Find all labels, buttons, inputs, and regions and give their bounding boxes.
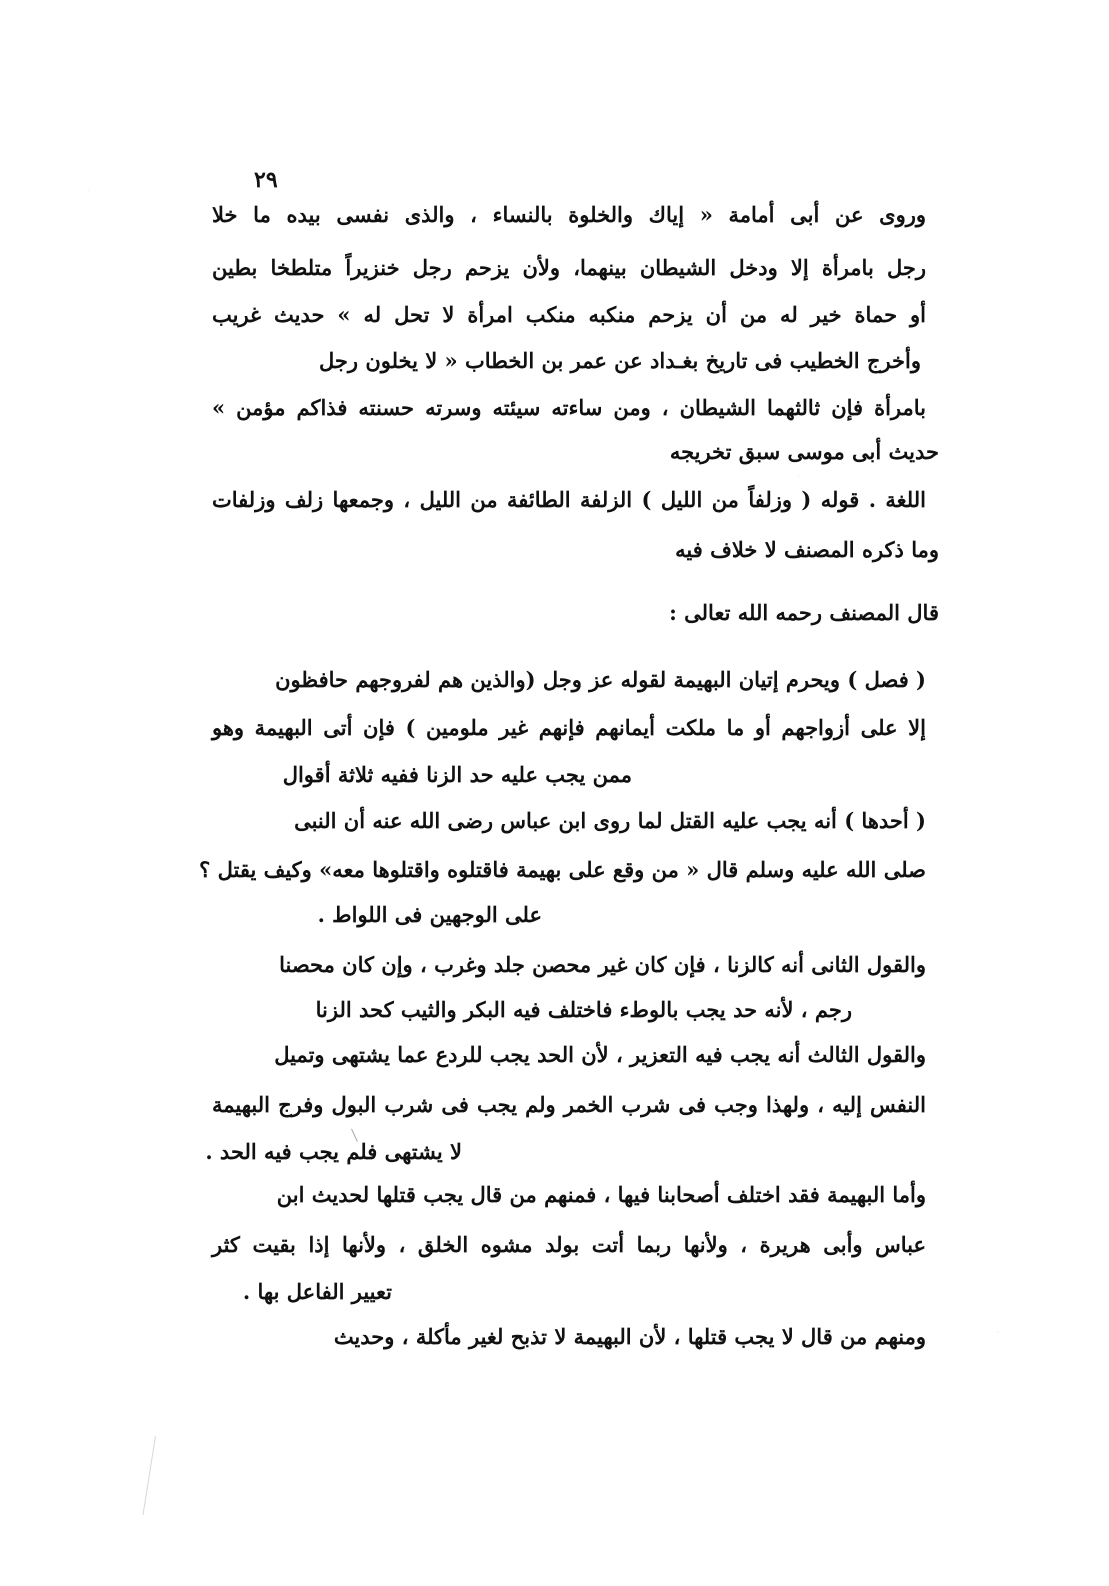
text-line-19: النفس إليه ، ولهذا وجب فى شرب الخمر ولم يجب فى شرب البول وفرج البهيمة	[212, 1092, 926, 1117]
text-line-24: ومنهم من قال لا يجب قتلها ، لأن البهيمة لا تذبح لغير مأكلة ، وحديث	[333, 1324, 926, 1349]
text-line-16: والقول الثانى أنه كالزنا ، فإن كان غير محصن جلد وغرب ، وإن كان محصنا	[279, 952, 926, 977]
text-line-21: وأما البهيمة فقد اختلف أصحابنا فيها ، فمنهم من قال يجب قتلها لحديث ابن	[276, 1182, 926, 1207]
margin-scratch	[142, 1436, 156, 1515]
text-line-6: حديث أبى موسى سبق تخريجه	[669, 439, 939, 464]
page-number: ٢٩	[254, 167, 278, 193]
text-line-14: صلى الله عليه وسلم قال « من وقع على بهيمة فاقتلوه واقتلوها معه» وكيف يقتل ؟	[199, 857, 926, 882]
text-line-7: اللغة . قوله ( وزلفاً من الليل ) الزلفة الطائفة من الليل ، وجمعها زلف وزلفات	[212, 487, 926, 512]
text-line-1: وروى عن أبى أمامة « إياك والخلوة بالنساء ، والذى نفسى بيده ما خلا	[212, 202, 926, 227]
text-line-13: ( أحدها ) أنه يجب عليه القتل لما روى ابن عباس رضى الله عنه أن النبى	[294, 808, 926, 833]
text-line-10: ( فصل ) ويحرم إتيان البهيمة لقوله عز وجل (والذين هم لفروجهم حافظون	[275, 667, 926, 692]
text-line-8: وما ذكره المصنف لا خلاف فيه	[675, 537, 939, 562]
text-line-9: قال المصنف رحمه الله تعالى :	[669, 600, 939, 625]
text-line-18: والقول الثالث أنه يجب فيه التعزير ، لأن الحد يجب للردع عما يشتهى وتميل	[274, 1042, 926, 1067]
text-line-15: على الوجهين فى اللواط .	[317, 902, 542, 927]
text-line-11: إلا على أزواجهم أو ما ملكت أيمانهم فإنهم غير ملومين ) فإن أتى البهيمة وهو	[212, 715, 926, 740]
text-line-12: ممن يجب عليه حد الزنا ففيه ثلاثة أقوال	[282, 762, 632, 787]
text-line-4: وأخرج الخطيب فى تاريخ بغـداد عن عمر بن الخطاب « لا يخلون رجل	[318, 348, 921, 373]
text-line-23: تعيير الفاعل بها .	[242, 1279, 392, 1304]
text-line-5: بامرأة فإن ثالثهما الشيطان ، ومن ساءته سيئته وسرته حسنته فذاكم مؤمن »	[212, 395, 926, 420]
text-line-20: لا يشتهى فلم يجب فيه الحد .	[205, 1139, 462, 1164]
text-line-22: عباس وأبى هريرة ، ولأنها ربما أتت بولد مشوه الخلق ، ولأنها إذا بقيت كثر	[212, 1232, 926, 1257]
text-line-17: رجم ، لأنه حد يجب بالوطء فاختلف فيه البكر والثيب كحد الزنا	[315, 997, 852, 1022]
text-line-2: رجل بامرأة إلا ودخل الشيطان بينهما، ولأن يزحم رجل خنزيراً متلطخا بطين	[212, 255, 926, 280]
text-line-3: أو حماة خير له من أن يزحم منكبه منكب امرأة لا تحل له » حديث غريب	[212, 302, 926, 327]
